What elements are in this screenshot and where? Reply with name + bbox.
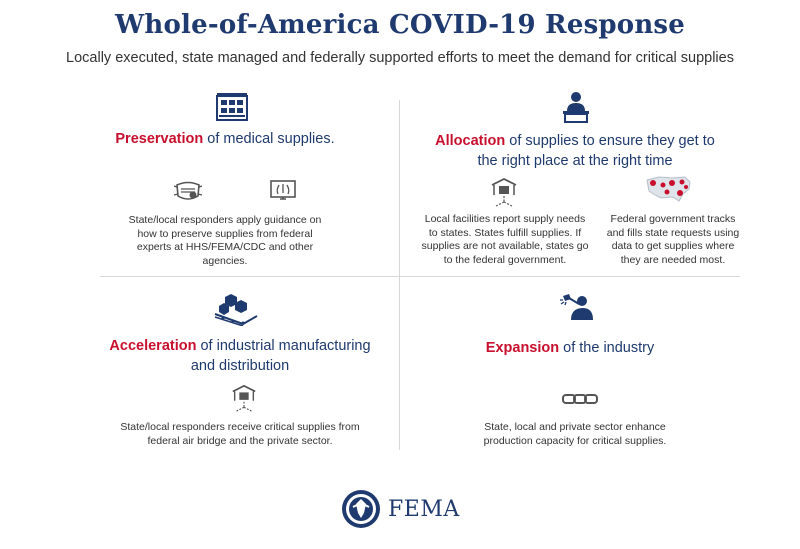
allocation-body-left: Local facilities report supply needs to states. States fulfill supplies. If supplies are not available, states go to the federal government. <box>421 213 589 266</box>
acceleration-body: State/local responders receive critical supplies from federal air bridge and the private sector. <box>120 421 360 447</box>
fema-logo-text: FEMA <box>388 497 460 522</box>
xray-monitor-icon <box>270 180 296 202</box>
expansion-body: State, local and private sector enhance production capacity for critical supplies. <box>483 421 667 447</box>
preservation-body: State/local responders apply guidance on how to preserve supplies from federal experts at HHS/FEMA/CDC and other agencies. <box>128 214 322 267</box>
us-map-icon <box>645 174 693 204</box>
allocation-rest-line2: the right place at the right time <box>477 153 673 169</box>
acceleration-rest-line2: and distribution <box>190 358 290 374</box>
allocation-keyword: Allocation <box>435 133 506 149</box>
preservation-keyword: Preservation <box>115 131 204 147</box>
allocation-heading <box>410 131 740 171</box>
expansion-heading <box>420 338 720 358</box>
vertical-divider <box>399 100 400 450</box>
preservation-heading <box>100 129 350 149</box>
preservation-rest: of medical supplies. <box>203 131 335 147</box>
worker-welding-icon <box>559 292 595 322</box>
page-subtitle: Locally executed, state managed and federally supported efforts to meet the demand for critical supplies <box>66 50 734 66</box>
chain-link-icon <box>562 393 598 405</box>
distribution-center-icon <box>489 177 519 207</box>
person-at-desk-icon <box>562 91 590 123</box>
horizontal-divider <box>100 276 740 277</box>
acceleration-rest-line1: of industrial manufacturing <box>196 338 371 354</box>
conveyor-boxes-icon <box>213 292 259 326</box>
allocation-rest-line1: of supplies to ensure they get to <box>505 133 715 149</box>
dhs-seal-icon <box>341 489 381 529</box>
allocation-body-right: Federal government tracks and fills state requests using data to get supplies where they are needed most. <box>606 213 740 266</box>
expansion-rest: of the industry <box>559 340 655 356</box>
warehouse-icon <box>216 92 248 122</box>
acceleration-keyword: Acceleration <box>109 338 197 354</box>
expansion-keyword: Expansion <box>485 340 560 356</box>
page-title: Whole-of-America COVID-19 Response <box>114 10 686 40</box>
face-mask-icon <box>173 180 203 202</box>
distribution-center-icon <box>230 384 258 412</box>
acceleration-heading <box>95 336 385 376</box>
